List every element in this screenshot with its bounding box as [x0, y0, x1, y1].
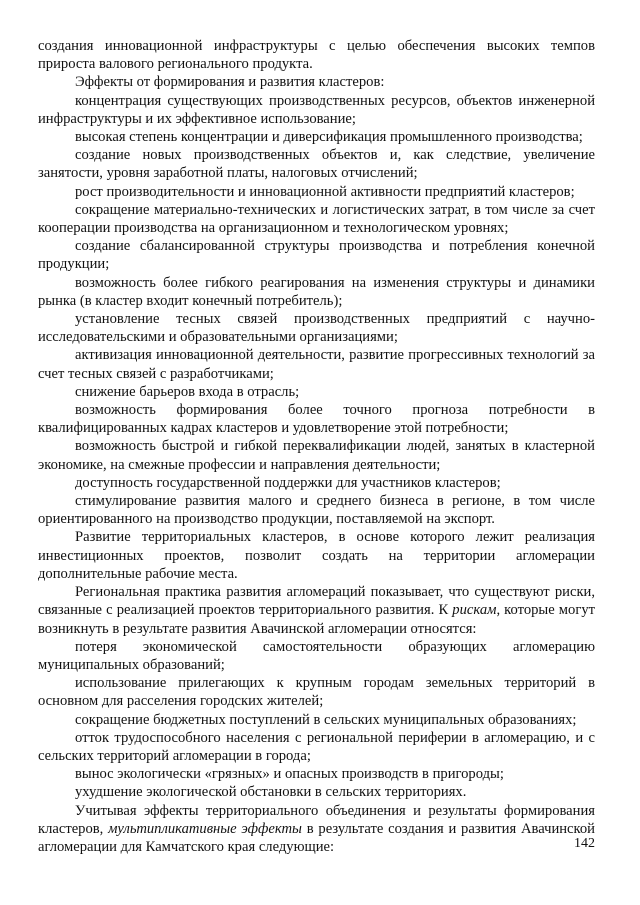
paragraph — [38, 583, 595, 638]
text-run: создания инновационной инфраструктуры с целью обеспечения высоких темпов прироста валового регионального продукта. — [38, 38, 595, 73]
text-run: ухудшение экологической обстановки в сельских территориях. — [75, 784, 467, 801]
paragraph — [38, 765, 595, 783]
paragraph — [38, 92, 595, 128]
paragraph — [38, 474, 595, 492]
paragraph — [38, 201, 595, 237]
text-run: доступность государственной поддержки для участников кластеров; — [75, 474, 501, 491]
text-run: Эффекты от формирования и развития кластеров: — [75, 74, 385, 91]
paragraph — [38, 274, 595, 310]
paragraph — [38, 37, 595, 73]
text-run: возможность быстрой и гибкой переквалификации людей, занятых в кластерной экономике, на смежные профессии и направления деятельности; — [38, 438, 595, 473]
text-run: возможность формирования более точного прогноза потребности в квалифицированных кадрах кластеров и удовлетворение этой потребности; — [38, 402, 595, 437]
paragraph — [38, 128, 595, 146]
text-run: Региональная практика развития агломераций показывает, что существуют риски, связанные с реализацией проектов территориального развития. К — [38, 584, 595, 619]
page-number: 142 — [574, 836, 595, 851]
text-run: установление тесных связей производственных предприятий с научно-исследовательскими и образовательными организациями; — [38, 311, 595, 346]
text-run: Учитывая эффекты территориального объединения и результаты формирования кластеров, — [38, 802, 595, 837]
paragraph — [38, 638, 595, 674]
italic-text: мультипликативные эффекты — [108, 820, 302, 837]
text-run: создание новых производственных объектов и, как следствие, увеличение занятости, уровня заработной платы, налоговых отчислений; — [38, 147, 595, 182]
paragraph — [38, 711, 595, 729]
text-run: вынос экологически «грязных» и опасных производств в пригороды; — [75, 766, 504, 783]
paragraph — [38, 674, 595, 710]
paragraph — [38, 802, 595, 857]
paragraph — [38, 729, 595, 765]
text-run: возможность более гибкого реагирования на изменения структуры и динамики рынка (в кластер входит конечный потребитель); — [38, 274, 595, 309]
paragraph — [38, 783, 595, 801]
paragraph — [38, 528, 595, 583]
text-run: рост производительности и инновационной активности предприятий кластеров; — [75, 183, 575, 200]
text-run: отток трудоспособного населения с региональной периферии в агломерацию, и с сельских территорий агломерации в города; — [38, 729, 595, 764]
paragraph — [38, 346, 595, 382]
text-run: создание сбалансированной структуры производства и потребления конечной продукции; — [38, 238, 595, 273]
text-run: снижение барьеров входа в отрасль; — [75, 383, 300, 400]
text-run: Развитие территориальных кластеров, в основе которого лежит реализация инвестиционных проектов, позволит создать на территории агломерации дополнительные рабочие места. — [38, 529, 595, 582]
document-body — [38, 37, 595, 856]
text-run: сокращение материально-технических и логистических затрат, в том числе за счет кооперации производства на организационном и технологическом уровнях; — [38, 201, 595, 237]
text-run: высокая степень концентрации и диверсификация промышленного производства; — [75, 129, 583, 146]
paragraph — [38, 383, 595, 401]
text-run: , которые могут возникнуть в результате развития Авачинской агломерации относятся: — [38, 602, 595, 637]
paragraph — [38, 73, 595, 91]
paragraph — [38, 492, 595, 528]
italic-text: рискам — [452, 602, 497, 619]
text-run: в результате создания и развития Авачинской агломерации для Камчатского края следующие: — [38, 820, 595, 855]
paragraph — [38, 146, 595, 182]
text-run: концентрация существующих производственных ресурсов, объектов инженерной инфраструктуры и их эффективное использование; — [38, 92, 595, 127]
paragraph — [38, 183, 595, 201]
text-run: потеря экономической самостоятельности образующих агломерацию муниципальных образований; — [38, 638, 595, 673]
text-run: сокращение бюджетных поступлений в сельских муниципальных образованиях; — [75, 711, 577, 728]
paragraph — [38, 310, 595, 346]
text-run: стимулирование развития малого и среднего бизнеса в регионе, в том числе ориентированного на производство продукции, поставляемой на экспорт. — [38, 493, 595, 528]
paragraph — [38, 437, 595, 473]
paragraph — [38, 401, 595, 437]
paragraph — [38, 237, 595, 273]
text-run: активизация инновационной деятельности, развитие прогрессивных технологий за счет тесных связей с разработчиками; — [38, 347, 595, 382]
text-run: использование прилегающих к крупным городам земельных территорий в основном для расселения городских жителей; — [38, 675, 595, 710]
